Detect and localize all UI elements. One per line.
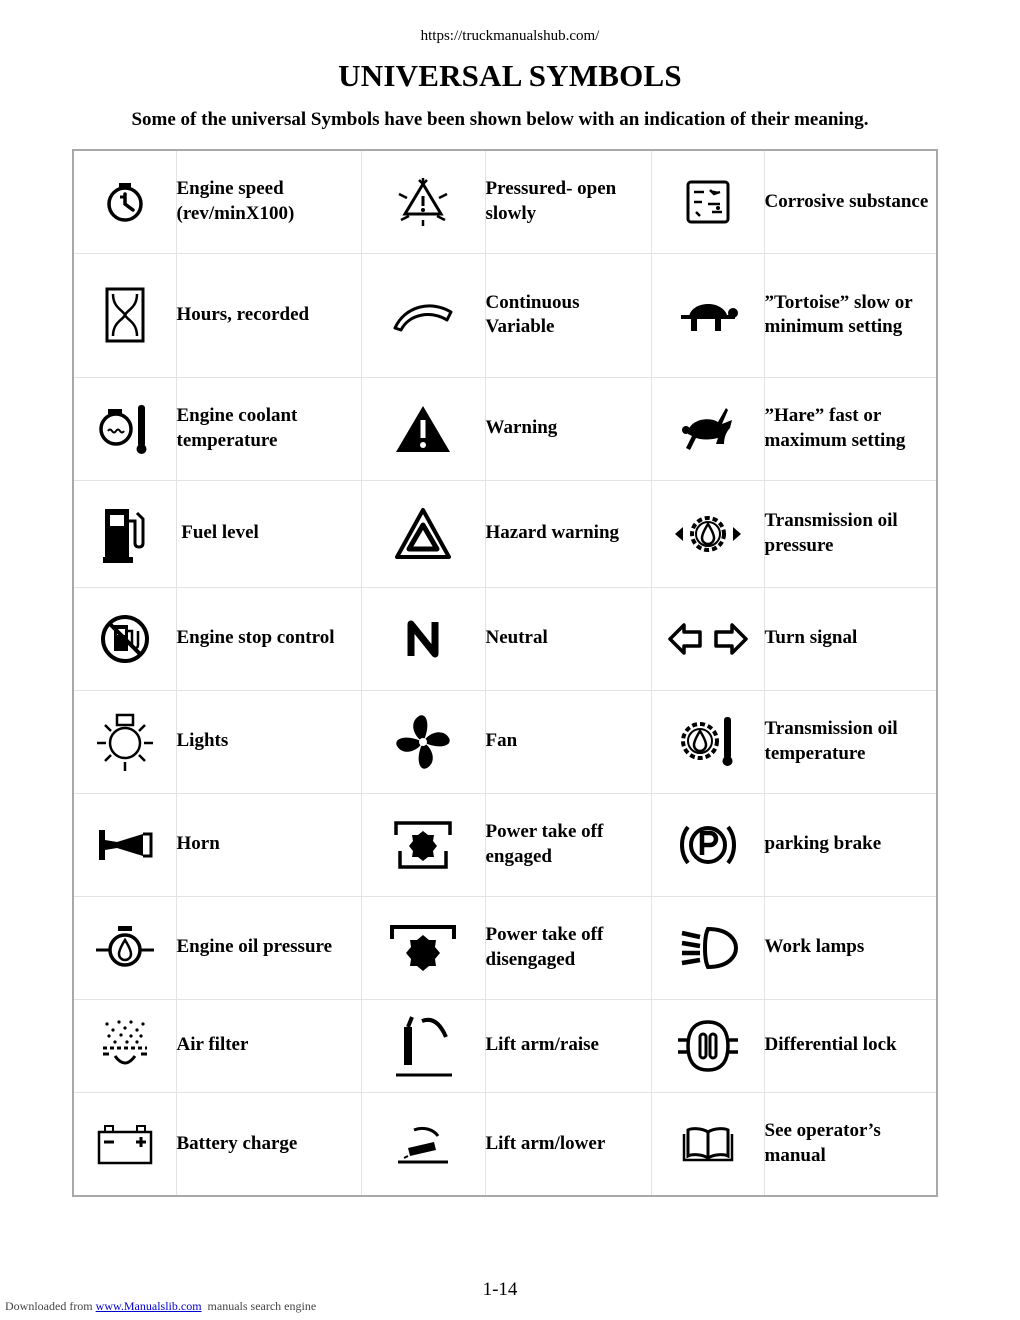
- symbol-label: Fuel level: [176, 480, 361, 587]
- symbol-label: See operator’s manual: [764, 1092, 937, 1196]
- icon-cell: [651, 150, 764, 253]
- icon-cell: [361, 480, 485, 587]
- icon-cell: [651, 793, 764, 896]
- icon-cell: [73, 896, 176, 999]
- source-url: https://truckmanualshub.com/: [420, 28, 600, 44]
- tortoise-icon: [677, 295, 739, 335]
- symbol-label: Engine stop control: [176, 587, 361, 690]
- table-row: [73, 377, 937, 480]
- table-row: [73, 999, 937, 1092]
- symbol-label: Engine oil pressure: [176, 896, 361, 999]
- symbol-label: Lift arm/lower: [485, 1092, 651, 1196]
- fuel-pump-icon: [101, 503, 149, 565]
- symbol-label: ”Tortoise” slow or minimum setting: [764, 253, 937, 377]
- continuous-variable-icon: [391, 298, 455, 332]
- icon-cell: [651, 480, 764, 587]
- icon-cell: [361, 150, 485, 253]
- work-lamps-icon: [678, 923, 738, 973]
- icon-cell: [73, 480, 176, 587]
- symbols-table: [72, 149, 938, 1197]
- table-row: [73, 150, 937, 253]
- symbol-label: Lift arm/raise: [485, 999, 651, 1092]
- parking-brake-icon: [678, 819, 738, 871]
- icon-cell: [73, 1092, 176, 1196]
- table-row: [73, 480, 937, 587]
- pto-engaged-icon: [390, 817, 456, 873]
- table-row: [73, 253, 937, 377]
- icon-cell: [361, 999, 485, 1092]
- icon-cell: [651, 587, 764, 690]
- icon-cell: [651, 690, 764, 793]
- symbol-label: Horn: [176, 793, 361, 896]
- symbol-label: Fan: [485, 690, 651, 793]
- table-row: [73, 793, 937, 896]
- air-filter-icon: [99, 1018, 151, 1074]
- lift-arm-lower-icon: [394, 1120, 452, 1168]
- engine-stop-icon: [99, 613, 151, 665]
- symbol-label: Transmission oil pressure: [764, 480, 937, 587]
- horn-icon: [97, 828, 153, 862]
- transmission-oil-pressure-icon: [673, 508, 743, 560]
- symbol-label: Work lamps: [764, 896, 937, 999]
- icon-cell: [651, 253, 764, 377]
- symbol-label: Lights: [176, 690, 361, 793]
- icon-cell: [73, 999, 176, 1092]
- hare-icon: [680, 404, 736, 454]
- footer-suffix: manuals search engine: [201, 1299, 317, 1313]
- hourglass-icon: [103, 286, 147, 344]
- symbol-label: Power take off engaged: [485, 793, 651, 896]
- table-row: [73, 690, 937, 793]
- turn-signal-icon: [666, 619, 750, 659]
- symbol-label: Power take off disengaged: [485, 896, 651, 999]
- icon-cell: [73, 690, 176, 793]
- fan-icon: [393, 712, 453, 772]
- icon-cell: [361, 587, 485, 690]
- warning-triangle-icon: [393, 403, 453, 455]
- engine-speed-icon: [103, 179, 147, 225]
- symbol-label: Differential lock: [764, 999, 937, 1092]
- pressurized-icon: [395, 176, 451, 228]
- page-number: 1-14: [482, 1279, 518, 1300]
- icon-cell: [73, 253, 176, 377]
- corrosive-icon: [684, 178, 732, 226]
- icon-cell: [73, 150, 176, 253]
- operator-manual-icon: [682, 1124, 734, 1164]
- symbol-label: Hazard warning: [485, 480, 651, 587]
- symbol-label: Hours, recorded: [176, 253, 361, 377]
- lights-icon: [95, 711, 155, 773]
- icon-cell: [651, 896, 764, 999]
- footer-prefix: Downloaded from: [5, 1299, 96, 1313]
- symbol-label: Corrosive substance: [764, 150, 937, 253]
- page-subtitle: Some of the universal Symbols have been shown below with an indication of their meaning.: [131, 109, 869, 130]
- symbol-label: Turn signal: [764, 587, 937, 690]
- symbol-label: Battery charge: [176, 1092, 361, 1196]
- symbol-label: Neutral: [485, 587, 651, 690]
- engine-coolant-icon: [98, 401, 152, 457]
- icon-cell: [73, 587, 176, 690]
- engine-oil-pressure-icon: [94, 923, 156, 973]
- icon-cell: [361, 690, 485, 793]
- table-row: [73, 1092, 937, 1196]
- battery-icon: [96, 1122, 154, 1166]
- icon-cell: [651, 377, 764, 480]
- symbol-label: Warning: [485, 377, 651, 480]
- icon-cell: [73, 793, 176, 896]
- transmission-oil-temp-icon: [678, 713, 738, 771]
- icon-cell: [651, 999, 764, 1092]
- icon-cell: [361, 896, 485, 999]
- page-title: UNIVERSAL SYMBOLS: [338, 58, 682, 93]
- manualslib-link[interactable]: www.Manualslib.com: [95, 1299, 202, 1313]
- symbol-label: parking brake: [764, 793, 937, 896]
- pto-disengaged-icon: [388, 923, 458, 973]
- neutral-icon: [405, 618, 441, 660]
- hazard-icon: [394, 507, 452, 561]
- symbol-label: Engine speed (rev/minX100): [176, 150, 361, 253]
- symbol-label: Air filter: [176, 999, 361, 1092]
- icon-cell: [361, 1092, 485, 1196]
- differential-lock-icon: [676, 1018, 740, 1074]
- symbol-label: Engine coolant temperature: [176, 377, 361, 480]
- table-row: [73, 587, 937, 690]
- symbol-label: Transmission oil temperature: [764, 690, 937, 793]
- icon-cell: [651, 1092, 764, 1196]
- icon-cell: [361, 793, 485, 896]
- table-row: [73, 896, 937, 999]
- download-footer: [5, 1299, 316, 1314]
- icon-cell: [361, 253, 485, 377]
- lift-arm-raise-icon: [392, 1013, 454, 1079]
- symbol-label: Pressured- open slowly: [485, 150, 651, 253]
- icon-cell: [73, 377, 176, 480]
- icon-cell: [361, 377, 485, 480]
- symbol-label: ”Hare” fast or maximum setting: [764, 377, 937, 480]
- symbol-label: Continuous Variable: [485, 253, 651, 377]
